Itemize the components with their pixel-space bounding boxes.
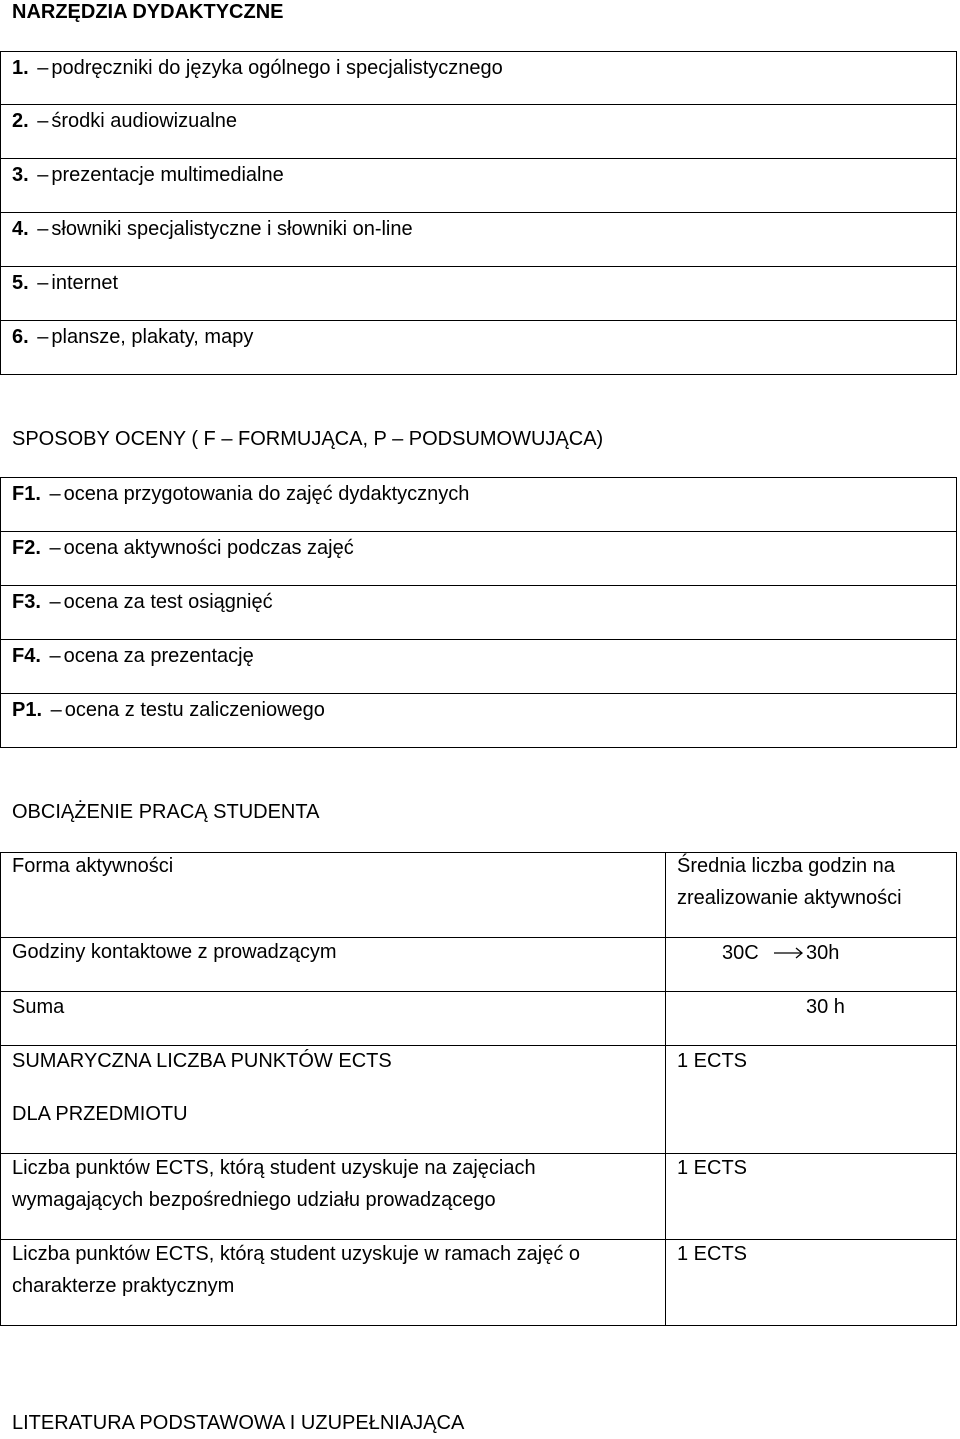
list-item: F4. – ocena za prezentację	[12, 645, 254, 667]
ects-total-label-line1: SUMARYCZNA LICZBA PUNKTÓW ECTS	[12, 1050, 392, 1072]
item-number: 3.	[12, 164, 29, 186]
contact-hours-to: 30h	[806, 942, 840, 964]
arrow-right-icon	[772, 945, 806, 961]
col-header-activity: Forma aktywności	[12, 855, 174, 877]
ects-direct-value: 1 ECTS	[677, 1157, 748, 1179]
item-text: słowniki specjalistyczne i słowniki on-line	[51, 218, 413, 240]
item-number: 4.	[12, 218, 29, 240]
ects-direct-label-line2: wymagających bezpośredniego udziału prowadzącego	[12, 1189, 496, 1211]
workload-heading: OBCIĄŻENIE PRACĄ STUDENTA	[12, 801, 320, 823]
item-number: P1.	[12, 699, 43, 721]
item-number: F4.	[12, 645, 41, 667]
list-item: 1. – podręczniki do języka ogólnego i specjalistycznego	[12, 57, 503, 79]
sum-label: Suma	[12, 996, 65, 1018]
item-text: plansze, plakaty, mapy	[51, 326, 254, 348]
item-text: ocena za test osiągnięć	[63, 591, 273, 613]
item-number: F1.	[12, 483, 41, 505]
ects-practical-label-line1: Liczba punktów ECTS, którą student uzyskuje w ramach zajęć o	[12, 1243, 581, 1265]
item-text: ocena przygotowania do zajęć dydaktycznych	[63, 483, 470, 505]
item-number: 5.	[12, 272, 29, 294]
col-header-hours-line1: Średnia liczba godzin na	[677, 855, 895, 877]
list-item: 3. – prezentacje multimedialne	[12, 164, 284, 186]
item-number: 6.	[12, 326, 29, 348]
item-text: ocena za prezentację	[63, 645, 254, 667]
list-item: F3. – ocena za test osiągnięć	[12, 591, 273, 613]
list-item: F2. – ocena aktywności podczas zajęć	[12, 537, 354, 559]
item-number: F3.	[12, 591, 41, 613]
item-number: 2.	[12, 110, 29, 132]
ects-practical-value: 1 ECTS	[677, 1243, 748, 1265]
list-item: P1. – ocena z testu zaliczeniowego	[12, 699, 325, 721]
contact-hours-from: 30C	[722, 942, 759, 964]
ects-direct-label-line1: Liczba punktów ECTS, którą student uzyskuje na zajęciach	[12, 1157, 536, 1179]
list-item: 6. – plansze, plakaty, mapy	[12, 326, 254, 348]
item-text: ocena aktywności podczas zajęć	[63, 537, 354, 559]
item-text: prezentacje multimedialne	[51, 164, 284, 186]
ects-practical-label-line2: charakterze praktycznym	[12, 1275, 235, 1297]
list-item: F1. – ocena przygotowania do zajęć dydaktycznych	[12, 483, 470, 505]
item-number: F2.	[12, 537, 41, 559]
sum-value: 30 h	[806, 996, 845, 1018]
ects-total-value: 1 ECTS	[677, 1050, 748, 1072]
tools-heading: NARZĘDZIA DYDAKTYCZNE	[12, 1, 284, 23]
contact-hours-label: Godziny kontaktowe z prowadzącym	[12, 941, 337, 963]
list-item: 2. – środki audiowizualne	[12, 110, 238, 132]
assessment-heading: SPOSOBY OCENY ( F – FORMUJĄCA, P – PODSUMOWUJĄCA)	[12, 428, 604, 450]
item-text: podręczniki do języka ogólnego i specjalistycznego	[51, 57, 503, 79]
item-text: ocena z testu zaliczeniowego	[64, 699, 325, 721]
item-text: środki audiowizualne	[51, 110, 238, 132]
item-text: internet	[51, 272, 119, 294]
list-item: 4. – słowniki specjalistyczne i słowniki on-line	[12, 218, 413, 240]
list-item: 5. – internet	[12, 272, 119, 294]
ects-total-label-line2: DLA PRZEDMIOTU	[12, 1103, 188, 1125]
item-number: 1.	[12, 57, 29, 79]
col-header-hours-line2: zrealizowanie aktywności	[677, 887, 902, 909]
literature-heading: LITERATURA PODSTAWOWA I UZUPEŁNIAJĄCA	[12, 1412, 465, 1434]
